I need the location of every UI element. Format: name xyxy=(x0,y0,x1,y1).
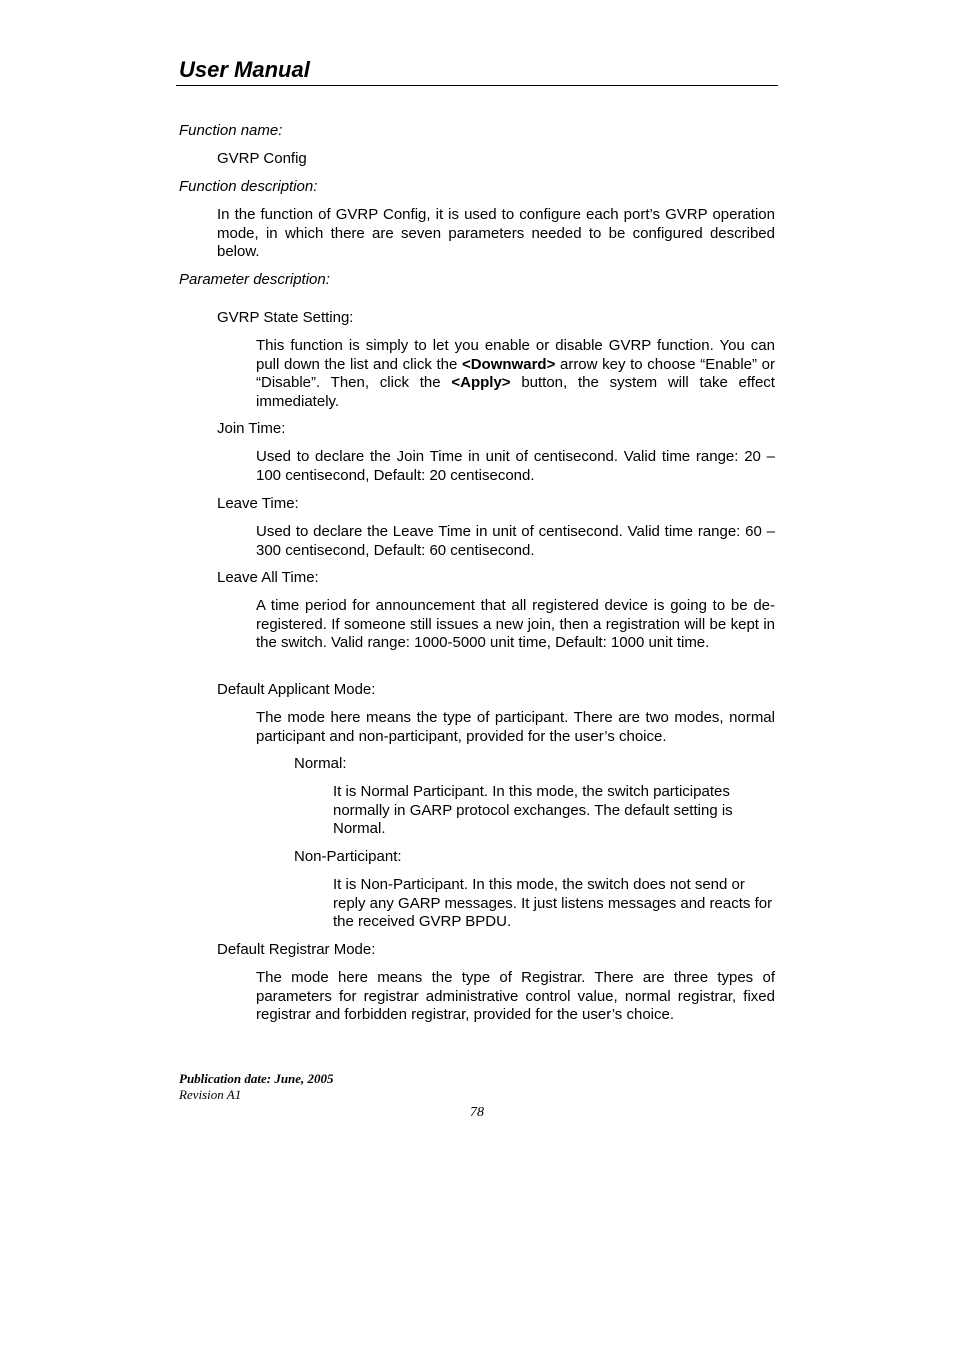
default-applicant-mode-label: Default Applicant Mode: xyxy=(217,681,376,698)
page-number: 78 xyxy=(470,1105,484,1120)
publication-date: Publication date: June, 2005 xyxy=(179,1071,334,1086)
non-participant-label: Non-Participant: xyxy=(294,848,402,865)
default-registrar-mode-label: Default Registrar Mode: xyxy=(217,941,376,958)
non-participant-text: It is Non-Participant. In this mode, the switch does not send or reply any GARP messages. It just listens messages and reacts for the received GVRP BPDU. xyxy=(333,876,773,930)
default-applicant-mode-text: The mode here means the type of participant. There are two modes, normal participant and non-participant, provided for the user’s choice. xyxy=(256,709,775,745)
parameter-description-label: Parameter description: xyxy=(179,271,330,288)
apply-button-label: <Apply> xyxy=(451,374,511,391)
revision: Revision A1 xyxy=(179,1087,242,1102)
function-name-label: Function name: xyxy=(179,122,283,139)
leave-time-text: Used to declare the Leave Time in unit of centisecond. Valid time range: 60 –300 centisecond, Default: 60 centisecond. xyxy=(256,523,775,559)
function-name-value: GVRP Config xyxy=(217,150,307,167)
header-rule xyxy=(176,85,778,86)
leave-time-label: Leave Time: xyxy=(217,495,299,512)
normal-text: It is Normal Participant. In this mode, the switch participates normally in GARP protocol exchanges. The default setting is Normal. xyxy=(333,783,733,837)
join-time-label: Join Time: xyxy=(217,420,286,437)
function-description-label: Function description: xyxy=(179,178,318,195)
default-registrar-mode-text: The mode here means the type of Registrar. There are three types of parameters for registrar administrative control value, normal registrar, fixed registrar and forbidden registrar, provided for the user’s choice. xyxy=(256,969,775,1023)
header-title: User Manual xyxy=(179,57,310,82)
leave-all-time-text: A time period for announcement that all registered device is going to be de-registered. If someone still issues a new join, then a registration will be kept in the switch. Valid range: 1000-5000 unit time, Default: 1000 unit time. xyxy=(256,597,775,651)
gvrp-state-text-1: This function is simply to let you enable or disable GVRP function. You can pull down the list and click the xyxy=(256,337,775,373)
leave-all-time-label: Leave All Time: xyxy=(217,569,319,586)
gvrp-state-text-2: arrow key to choose “Enable” or “Disable”. Then, click the xyxy=(256,355,775,391)
join-time-text: Used to declare the Join Time in unit of centisecond. Valid time range: 20 –100 centisecond, Default: 20 centisecond. xyxy=(256,448,775,484)
function-description-text: In the function of GVRP Config, it is used to configure each port’s GVRP operation mode, in which there are seven parameters needed to be configured described below. xyxy=(217,206,775,260)
normal-label: Normal: xyxy=(294,755,347,772)
gvrp-state-text-3: button, the system will take effect immediately. xyxy=(256,374,775,410)
gvrp-state-setting-label: GVRP State Setting: xyxy=(217,309,354,326)
downward-key-label: <Downward> xyxy=(461,355,556,373)
gvrp-state-setting-text xyxy=(256,337,775,411)
